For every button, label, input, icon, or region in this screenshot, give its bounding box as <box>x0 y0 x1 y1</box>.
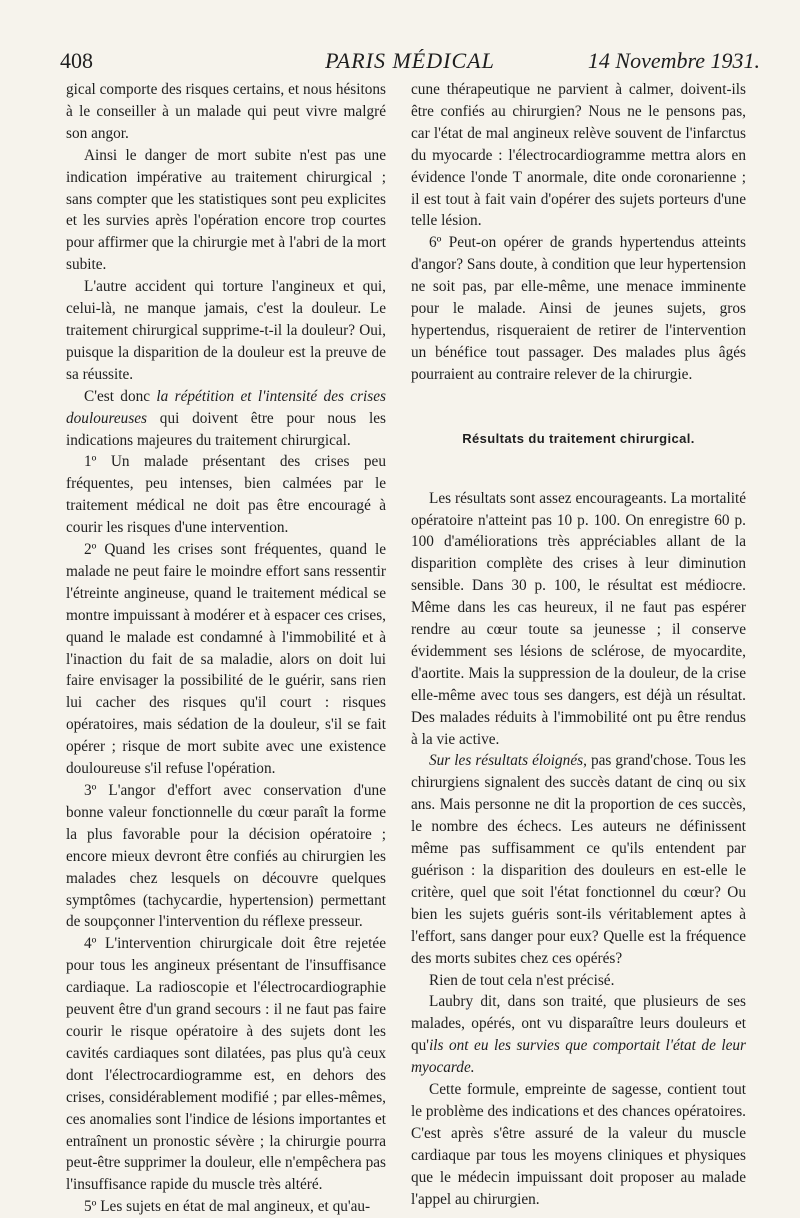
paragraph: Les résultats sont assez encourageants. La mortalité opératoire n'atteint pas 10 p. 100. On enregistre 60 p. 100 d'améliorations très appréciables allant de la disparition complète des crises à leur diminution sensible. Dans 30 p. 100, le résultat est médiocre. Même dans les cas heureux, il ne faut pas espérer rendre au cœur toute sa jeunesse ; il conserve évidemment ses lésions de sclérose, de myocardite, d'aortite. Mais la suppression de la douleur, de la crise elle-même avec tous ses dangers, est déjà un résultat. Des malades réduits à l'immobilité ont pu être rendus à la vie active. <box>411 489 746 748</box>
paragraph: 3º L'angor d'effort avec conservation d'une bonne valeur fonctionnelle du cœur paraît la forme la plus favorable pour la décision opératoire ; encore mieux devront être confiés au chirurgien les malades chez lesquels on découvre quelques symptômes (tachycardie, hypertension) permettant de soupçonner l'intervention du réflexe presseur. <box>66 782 386 931</box>
paragraph-text: Laubry dit, dans son traité, que plusieurs de ses malades, opérés, ont vu disparaître leurs douleurs et qu' <box>411 993 746 1055</box>
paragraph: L'autre accident qui torture l'angineux et qui, celui-là, ne manque jamais, c'est la douleur. Le traitement chirurgical supprime-t-il la douleur? Oui, puisque la disparition de la douleur est la preuve de sa réussite. <box>66 278 386 383</box>
issue-date: 14 Novembre 1931. <box>587 48 760 73</box>
left-column <box>66 79 386 1218</box>
emphasis-text: Sur les résultats éloignés <box>429 752 584 770</box>
section-heading: Résultats du traitement chirurgical. <box>462 430 695 446</box>
paragraph: 6º Peut-on opérer de grands hypertendus atteints d'angor? Sans doute, à condition que leur hypertension ne soit pas, par elle-même, une menace imminente pour le malade. Ainsi de jeunes sujets, gros hypertendus, risqueraient de retirer de l'intervention un bénéfice tout passager. Des malades plus âgés pourraient au contraire relever de la chirurgie. <box>411 234 746 383</box>
paragraph <box>411 750 746 969</box>
paragraph <box>66 386 386 452</box>
paragraph: cune thérapeutique ne parvient à calmer, doivent-ils être confiés au chirurgien? Nous ne le pensons pas, car l'état de mal angineux relève souvent de l'infarctus du myocarde : l'électrocardiogramme mettra alors en évidence l'onde T anormale, dite onde coronarienne ; il est tout à fait vain d'opérer des sujets porteurs d'une telle lésion. <box>411 81 746 230</box>
right-column <box>411 79 746 1211</box>
paragraph: 2º Quand les crises sont fréquentes, quand le malade ne peut faire le moindre effort sans ressentir l'étreinte angineuse, quand le traitement médical se montre impuissant à modérer et à espacer ces crises, quand le malade est condamné à l'immobilité et à l'inaction du fait de sa maladie, alors on doit lui faire envisager la possibilité de le guérir, sans rien lui cacher des risques qu'il court : risques opératoires, mais sédation de la douleur, s'il se fait opérer ; risque de mort subite avec une existence douloureuse s'il refuse l'opération. <box>66 541 386 778</box>
page-number: 408 <box>60 48 93 73</box>
paragraph: gical comporte des risques certains, et nous hésitons à le conseiller à un malade qui peut vivre malgré son angor. <box>66 81 386 142</box>
paragraph: Ainsi le danger de mort subite n'est pas une indication impérative au traitement chirurgical ; sans compter que les statistiques sont peu explicites et les survies après l'opération encore trop courtes pour affirmer que la chirurgie met à l'abri de la mort subite. <box>66 146 386 274</box>
paragraph: 5º Les sujets en état de mal angineux, et qu'au- <box>84 1198 371 1216</box>
paragraph: Rien de tout cela n'est précisé. <box>429 971 615 989</box>
paragraph: Cette formule, empreinte de sagesse, contient tout le problème des indications et des chances opératoires. C'est après s'être assuré de la valeur du muscle cardiaque par tous les moyens cliniques et physiques que le médecin impuissant doit proposer au malade l'appel au chirurgien. <box>411 1081 746 1208</box>
emphasis-text: la répétition et l'intensité des crises douloureuses <box>66 387 386 427</box>
running-header <box>60 44 760 78</box>
paragraph-text: C'est donc <box>84 387 157 405</box>
journal-title: PARIS MÉDICAL <box>325 48 495 73</box>
paragraph-text: qui doivent être pour nous les indications majeures du traitement chirurgical. <box>66 409 386 449</box>
paragraph: 1º Un malade présentant des crises peu fréquentes, peu intenses, bien calmées par le traitement médical ne doit pas être encouragé à courir les risques d'une intervention. <box>66 453 386 537</box>
paragraph-text: , pas grand'chose. Tous les chirurgiens signalent des succès datant de cinq ou six ans. Mais personne ne dit la proportion de ces succès, le nombre des échecs. Les auteurs ne définissent même pas suffisamment ce qu'ils entendent par guérison : la disparition des douleurs en est-elle le critère, quel que soit l'état fonctionnel du cœur? Ou bien les sujets guéris sont-ils véritablement aptes à l'effort, sans danger pour eux? Quelle est la fréquence des morts subites chez ces opérés? <box>411 752 746 967</box>
paragraph: 4º L'intervention chirurgicale doit être rejetée pour tous les angineux présentant de l'insuffisance cardiaque. La radioscopie et l'électrocardiographie peuvent être d'un grand secours : il ne faut pas faire courir le risque opératoire à des sujets dont les cavités cardiaques sont dilatées, pas plus qu'à ceux dont l'électrocardiogramme est, en dehors des crises, considérablement modifié ; par elles-mêmes, ces anomalies sont l'indice de lésions importantes et entraînent un pronostic sévère ; la chirurgie pourra peut-être supprimer la douleur, elle n'empêchera pas l'insuffisance rapide du muscle très altéré. <box>66 935 386 1194</box>
emphasis-text: ils ont eu les survies que comportait l'état de leur myocarde. <box>411 1037 746 1077</box>
paragraph <box>411 991 746 1079</box>
